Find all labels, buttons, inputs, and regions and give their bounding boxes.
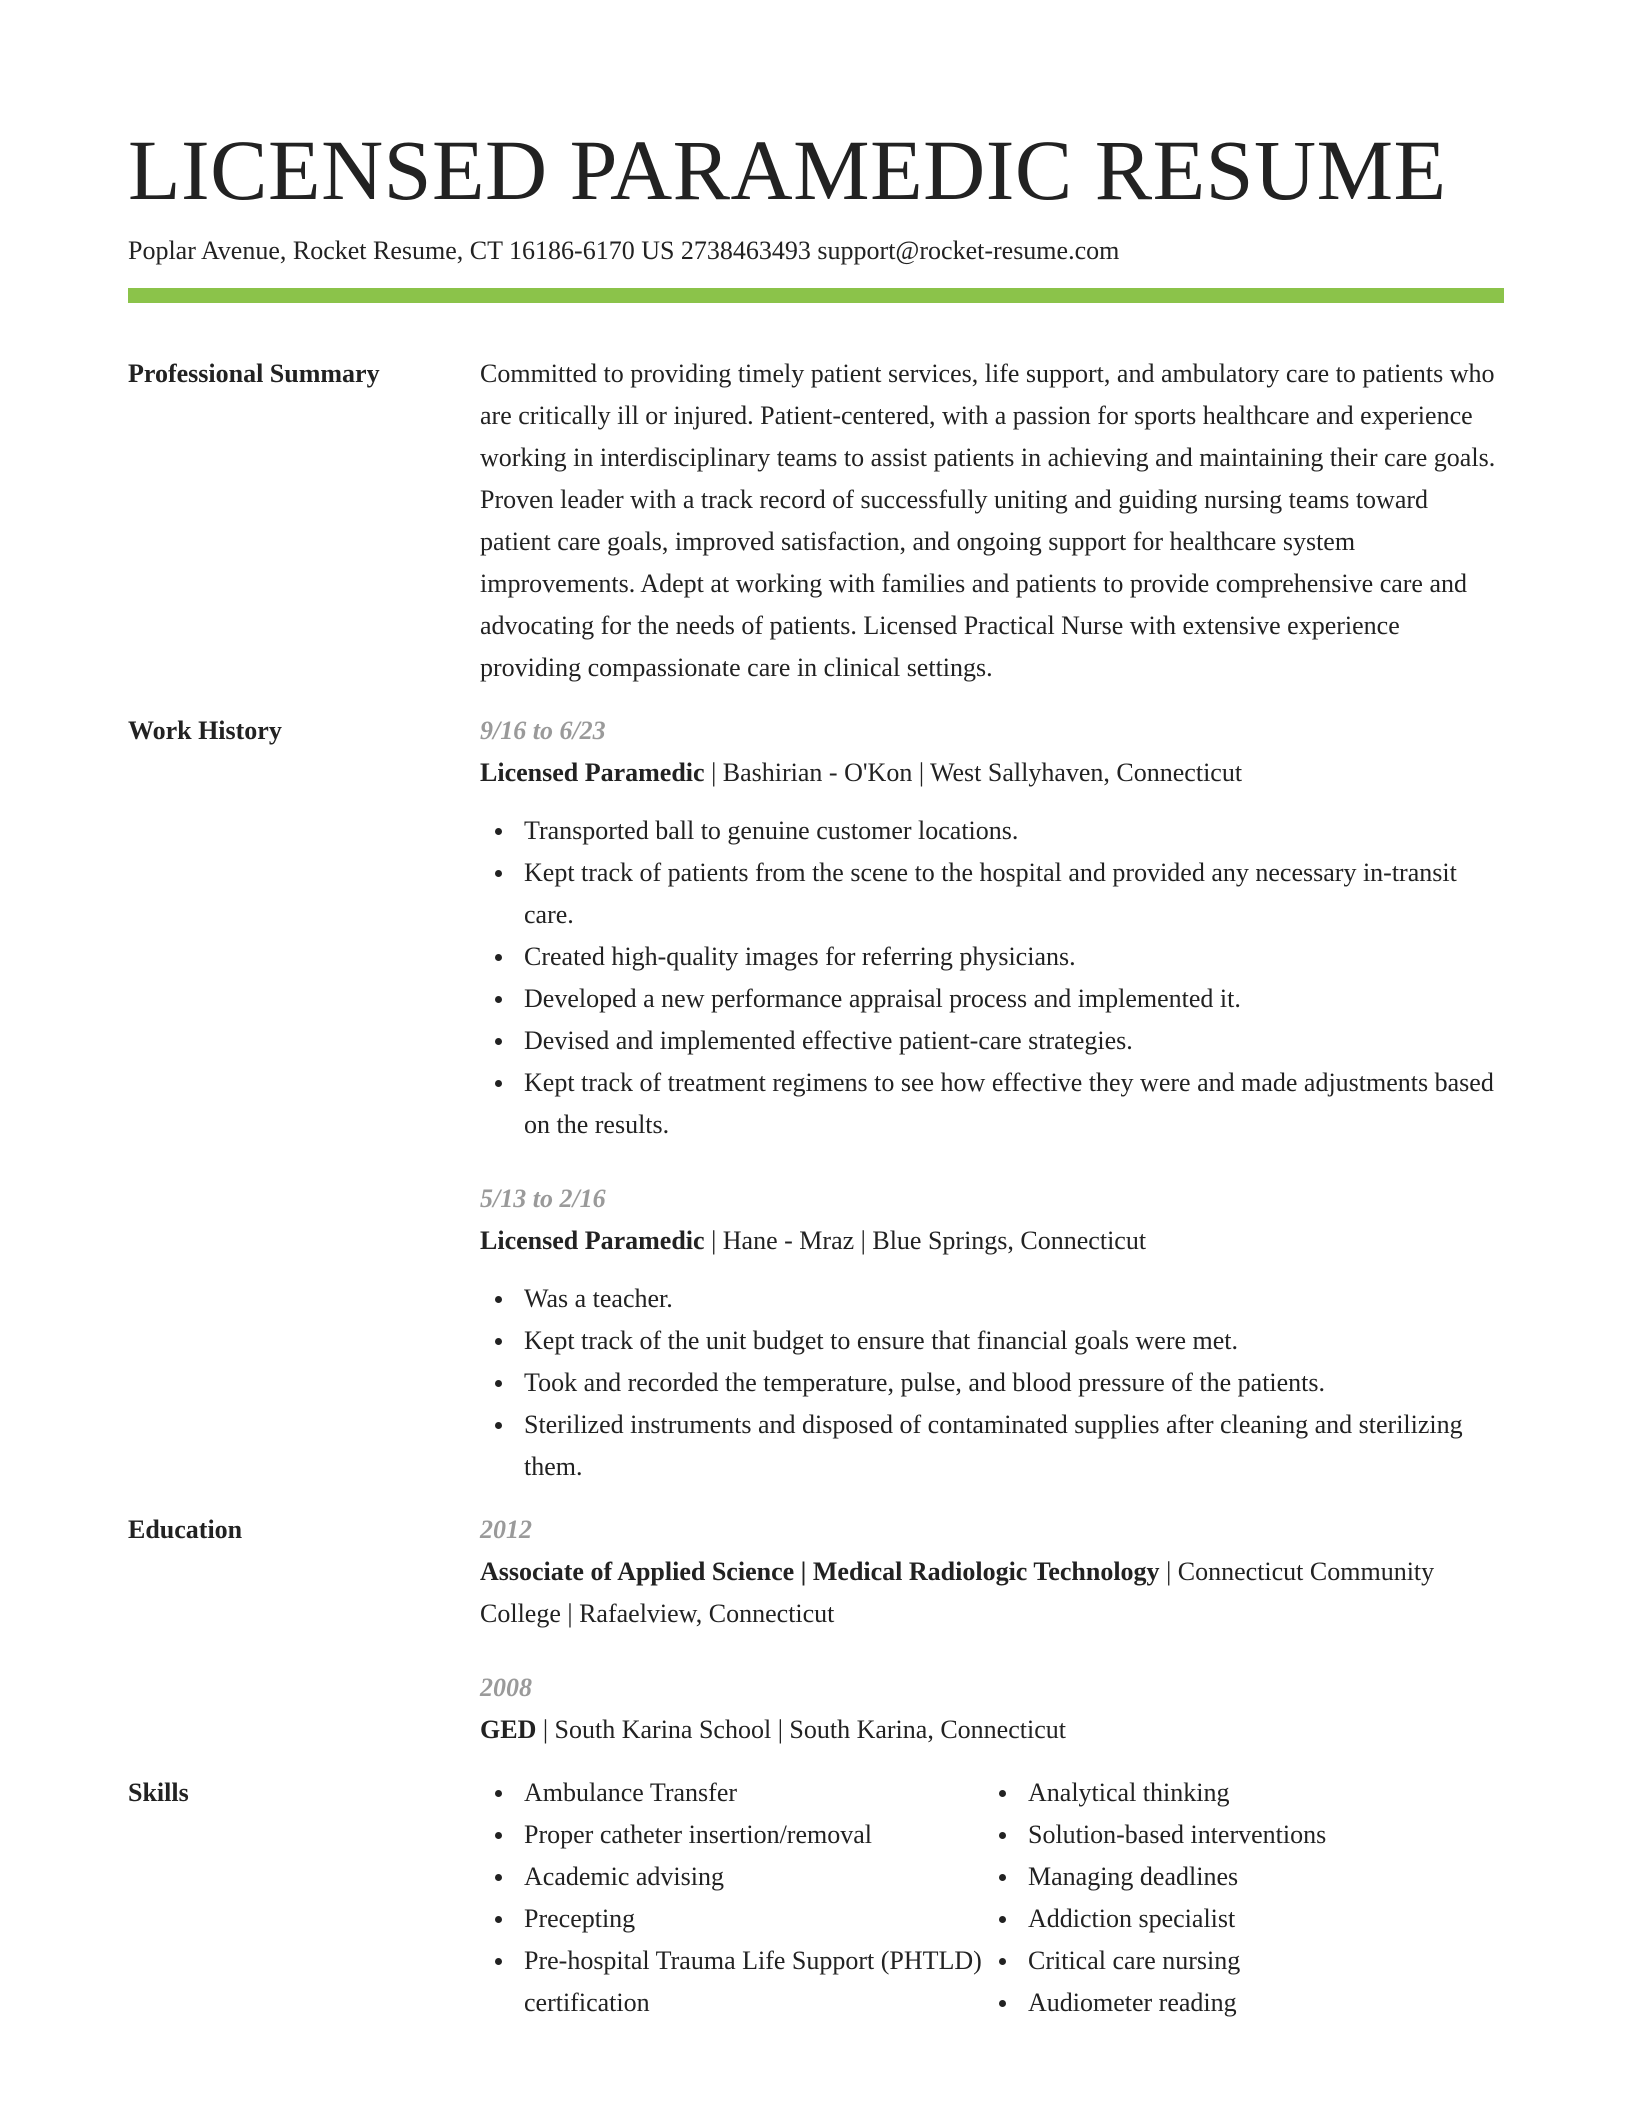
- list-item: Created high-quality images for referring physicians.: [480, 936, 1504, 978]
- skill-item: Academic advising: [480, 1856, 984, 1898]
- education-heading: [480, 1709, 1504, 1751]
- skills-section: [128, 1772, 1504, 2024]
- summary-text: Committed to providing timely patient services, life support, and ambulatory care to patients who are critically ill or injured. Patient-centered, with a passion for sports healthcare and experience working in interdisciplinary teams to assist patients in achieving and maintaining their care goals. Proven leader with a track record of successfully uniting and guiding nursing teams toward patient care goals, improved satisfaction, and ongoing support for healthcare system improvements. Adept at working with families and patients to provide comprehensive care and advocating for the needs of patients. Licensed Practical Nurse with extensive experience providing compassionate care in clinical settings.: [480, 359, 1496, 682]
- skill-item: Audiometer reading: [984, 1982, 1504, 2024]
- job-bullets: [480, 810, 1504, 1146]
- section-label-summary: Professional Summary: [128, 359, 380, 388]
- skill-item: Proper catheter insertion/removal: [480, 1814, 984, 1856]
- skills-grid: [480, 1772, 1504, 2024]
- job-entry: [480, 710, 1504, 1146]
- job-title: Licensed Paramedic: [480, 1226, 705, 1255]
- skill-item: Ambulance Transfer: [480, 1772, 984, 1814]
- degree-name: GED: [480, 1715, 537, 1744]
- skill-item: Pre-hospital Trauma Life Support (PHTLD) certification: [480, 1940, 984, 2024]
- job-details: | Hane - Mraz | Blue Springs, Connecticut: [704, 1226, 1147, 1255]
- list-item: Transported ball to genuine customer locations.: [480, 810, 1504, 852]
- resume-page: [128, 118, 1504, 2024]
- job-dates: 9/16 to 6/23: [480, 716, 606, 745]
- list-item: Kept track of treatment regimens to see how effective they were and made adjustments based on the results.: [480, 1062, 1504, 1146]
- list-item: Kept track of the unit budget to ensure that financial goals were met.: [480, 1320, 1504, 1362]
- education-section: [128, 1509, 1504, 1751]
- skills-column-left: [480, 1772, 984, 2024]
- list-item: Developed a new performance appraisal process and implemented it.: [480, 978, 1504, 1020]
- section-label-skills: Skills: [128, 1778, 189, 1807]
- job-dates: 5/13 to 2/16: [480, 1184, 606, 1213]
- job-bullets: [480, 1278, 1504, 1488]
- job-heading: [480, 1220, 1504, 1262]
- education-body: [480, 1509, 1504, 1751]
- section-label-work: Work History: [128, 716, 282, 745]
- contact-line: Poplar Avenue, Rocket Resume, CT 16186-6170 US 2738463493 support@rocket-resume.com: [128, 236, 1120, 265]
- list-item: Kept track of patients from the scene to the hospital and provided any necessary in-transit care.: [480, 852, 1504, 936]
- work-history-body: [480, 710, 1504, 1488]
- education-entry: [480, 1509, 1504, 1635]
- list-item: Was a teacher.: [480, 1278, 1504, 1320]
- skill-item: Addiction specialist: [984, 1898, 1504, 1940]
- skill-item: Solution-based interventions: [984, 1814, 1504, 1856]
- professional-summary-section: [128, 353, 1504, 689]
- job-entry: [480, 1178, 1504, 1488]
- work-history-section: [128, 710, 1504, 1488]
- skill-item: Precepting: [480, 1898, 984, 1940]
- list-item: Sterilized instruments and disposed of contaminated supplies after cleaning and sterilizing them.: [480, 1404, 1504, 1488]
- list-item: Took and recorded the temperature, pulse, and blood pressure of the patients.: [480, 1362, 1504, 1404]
- education-heading: [480, 1551, 1504, 1635]
- job-heading: [480, 752, 1504, 794]
- skills-column-right: [984, 1772, 1504, 2024]
- accent-divider: [128, 288, 1504, 303]
- education-year: 2008: [480, 1673, 532, 1702]
- resume-title: LICENSED PARAMEDIC RESUME: [128, 122, 1447, 218]
- skill-item: Critical care nursing: [984, 1940, 1504, 1982]
- education-entry: [480, 1667, 1504, 1751]
- section-label-education: Education: [128, 1515, 243, 1544]
- skill-item: Analytical thinking: [984, 1772, 1504, 1814]
- list-item: Devised and implemented effective patient-care strategies.: [480, 1020, 1504, 1062]
- degree-name: Associate of Applied Science | Medical Radiologic Technology: [480, 1557, 1160, 1586]
- skill-item: Managing deadlines: [984, 1856, 1504, 1898]
- education-details: | Connecticut Community College | Rafaelview, Connecticut: [480, 1557, 1435, 1628]
- education-details: | South Karina School | South Karina, Connecticut: [536, 1715, 1066, 1744]
- education-year: 2012: [480, 1515, 532, 1544]
- job-details: | Bashirian - O'Kon | West Sallyhaven, Connecticut: [704, 758, 1243, 787]
- job-title: Licensed Paramedic: [480, 758, 705, 787]
